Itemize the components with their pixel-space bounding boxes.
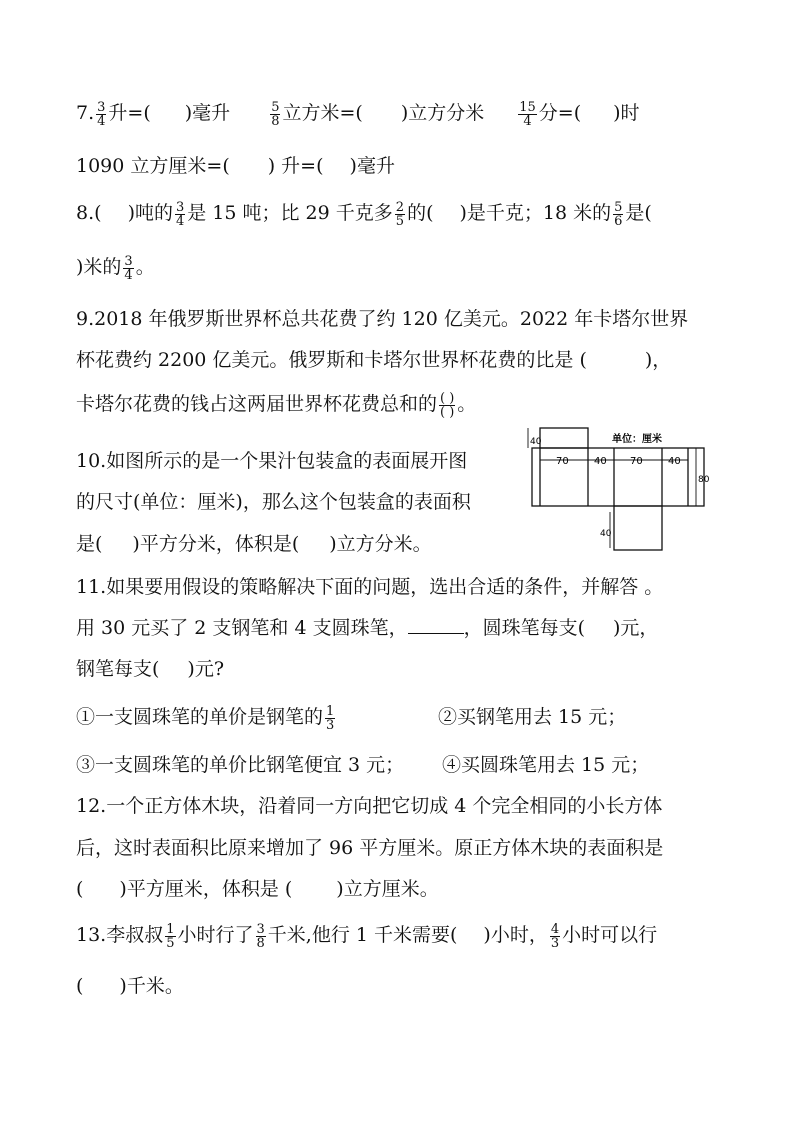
fraction-5-6: $\frac{5}{6}$: [614, 199, 623, 229]
bottom-flap: [614, 506, 662, 550]
q11-option2: ②买钢笔用去 15 元；: [438, 706, 627, 728]
q11-line2: 用 30 元买了 2 支钢笔和 4 支圆珠笔， ，圆珠笔每支( )元，: [76, 617, 659, 639]
top-flap: [540, 428, 588, 448]
unit-label: 单位：厘米: [612, 434, 662, 445]
q11-option1: ①一支圆珠笔的单价是钢笔的 $\frac{1}{3}$: [76, 703, 335, 733]
fraction-5-8: $\frac{5}{8}$: [271, 99, 280, 129]
fraction-15-4: $\frac{15}{4}$: [519, 99, 536, 129]
q11-option4: ④买圆珠笔用去 15 元；: [442, 754, 650, 776]
q7-line1: 7. $\frac{3}{4}$ 升=( )毫升 $\frac{5}{8}$ 立方米=( )立方分米 $\frac{15}{4}$ 分=( )时: [76, 99, 640, 129]
q12-line2: 后，这时表面积比原来增加了 96 平方厘米。原正方体木块的表面积是: [76, 837, 664, 859]
answer-blank: [408, 615, 464, 634]
q12-line3: ( )平方厘米，体积是 ( )立方厘米。: [76, 878, 439, 900]
fraction-2-5: $\frac{2}{5}$: [395, 199, 405, 229]
box-net-diagram: [522, 424, 722, 556]
q13-line2: ( )千米。: [76, 975, 184, 997]
svg-text:70: 70: [556, 456, 569, 467]
q11-line1: 11.如果要用假设的策略解决下面的问题，选出合适的条件，并解答 。: [76, 576, 664, 598]
q12-line1: 12.一个正方体木块，沿着同一方向把它切成 4 个完全相同的小长方体: [76, 795, 663, 817]
svg-text:40: 40: [668, 456, 681, 467]
q10-line1: 10.如图所示的是一个果汁包装盒的表面展开图: [76, 450, 468, 472]
fraction-3-4: $\frac{3}{4}$: [97, 99, 106, 129]
svg-text:40: 40: [530, 437, 542, 447]
q8-line2: )米的 $\frac{3}{4}$ 。: [76, 253, 155, 283]
q10-line3: 是( )平方分米，体积是( )立方分米。: [76, 533, 432, 555]
q11-option3: ③一支圆珠笔的单价比钢笔便宜 3 元；: [76, 754, 405, 776]
svg-text:40: 40: [600, 529, 612, 539]
fraction-3-8: $\frac{3}{8}$: [256, 921, 265, 951]
q10-line2: 的尺寸(单位：厘米)，那么这个包装盒的表面积: [76, 491, 471, 513]
svg-text:80: 80: [698, 475, 710, 485]
q9-line1: 9.2018 年俄罗斯世界杯总共花费了约 120 亿美元。2022 年卡塔尔世界: [76, 308, 689, 330]
fraction-blank: $\frac{( )}{( )}$: [440, 390, 455, 420]
fraction-4-3: $\frac{4}{3}$: [550, 921, 560, 951]
q9-line2: 杯花费约 2200 亿美元。俄罗斯和卡塔尔世界杯花费的比是 ( )，: [76, 349, 672, 371]
fraction-3-4: $\frac{3}{4}$: [175, 199, 185, 229]
q7-line2: 1090 立方厘米=( ) 升=( )毫升: [76, 155, 395, 177]
fraction-1-3: $\frac{1}{3}$: [326, 703, 335, 733]
q8-line1: 8.( )吨的 $\frac{3}{4}$ 是 15 吨；比 29 千克多 $\frac{2}{5}$ 的( )是千克；18 米的 $\frac{5}{6}$ 是(: [76, 199, 652, 229]
fraction-1-5: $\frac{1}{5}$: [166, 921, 175, 951]
q11-line3: 钢笔每支( )元?: [76, 658, 225, 680]
q7-number: 7.: [76, 102, 95, 124]
svg-text:70: 70: [630, 456, 643, 467]
q9-line3: 卡塔尔花费的钱占这两届世界杯花费总和的 $\frac{( )}{( )}$ 。: [76, 390, 477, 420]
svg-text:40: 40: [594, 456, 607, 467]
q13-line1: 13.李叔叔 $\frac{1}{5}$ 小时行了 $\frac{3}{8}$ 千米,他行 1 千米需要( )小时， $\frac{4}{3}$ 小时可以行: [76, 921, 658, 951]
fraction-3-4: $\frac{3}{4}$: [124, 253, 133, 283]
